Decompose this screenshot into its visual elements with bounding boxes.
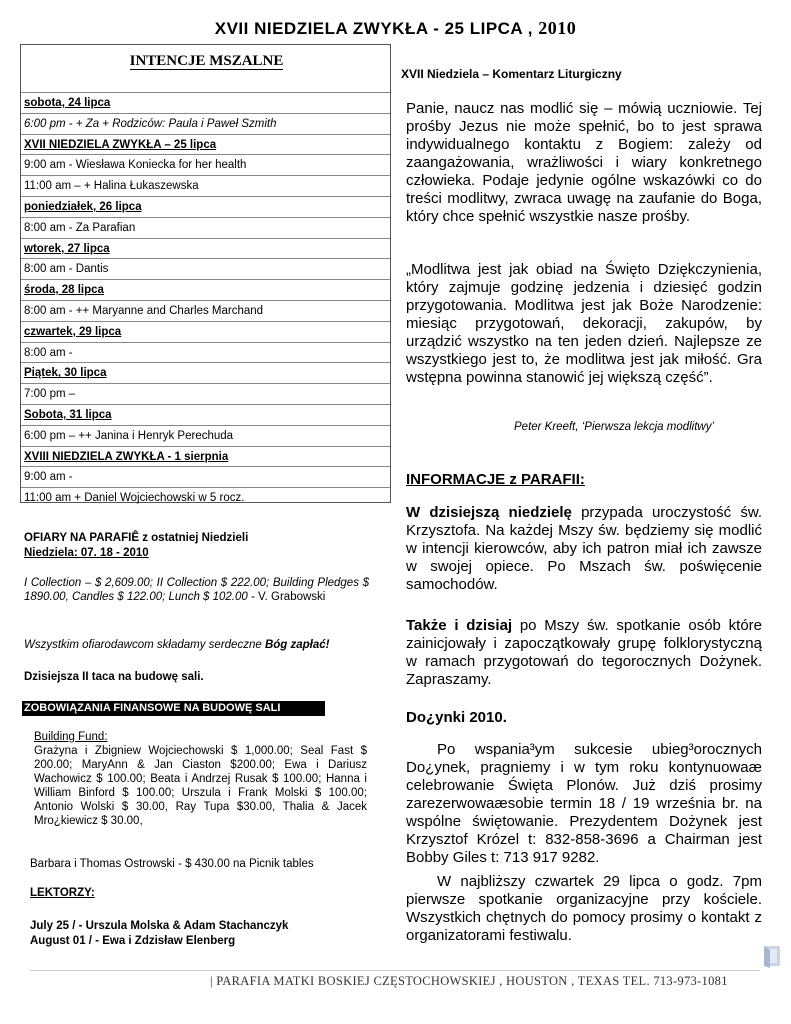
page-fold-icon xyxy=(762,944,782,968)
second-collection: Dzisiejsza II taca na budowę sali. xyxy=(24,671,204,683)
intention-entry: 7:00 pm – xyxy=(21,383,390,403)
intention-entry: 6:00 pm – ++ Janina i Henryk Perechuda xyxy=(21,425,390,445)
offerings-date: Niedziela: 07. 18 - 2010 xyxy=(24,547,149,559)
intention-day-header: poniedziałek, 26 lipca xyxy=(21,196,390,216)
title-year: 2010 xyxy=(538,18,577,38)
parish-info-paragraph-2: Także i dzisiaj po Mszy św. spotkanie osób które zainicjowały i zapoczątkowały grupę folklorystyczną w ramach przygotowań do tegorocznych Dożynek. Zapraszamy. xyxy=(406,617,762,688)
intention-entry: 9:00 am - Wiesława Koniecka for her health xyxy=(21,154,390,174)
picnic-pledge: Barbara i Thomas Ostrowski - $ 430.00 na Picnik tables xyxy=(30,858,314,870)
footer: | PARAFIA MATKI BOSKIEJ CZĘSTOCHOWSKIEJ , HOUSTON , TEXAS TEL. 713-973-1081 xyxy=(210,974,728,988)
intention-day-header: wtorek, 27 lipca xyxy=(21,238,390,258)
intention-day-header: środa, 28 lipca xyxy=(21,279,390,299)
intention-entry: 8:00 am - xyxy=(21,342,390,362)
intention-entry: 8:00 am - Za Parafian xyxy=(21,217,390,237)
commentary-paragraph-1: Panie, naucz nas modlić się – mówią uczniowie. Tej prośby Jezus nie może spełnić, bo to jest sprawa indywidualnego kontaktu z Bogiem: zależy od zaangażowania, wrażliwości i wiary konkretnego człowieka. Podaje jedynie ogólne wskazówki co do treści modlitwy, zwraca uwagę na zaufanie do Boga, który chce spełnić wszystkie nasze prośby. xyxy=(406,100,762,225)
pledges-list: Grażyna i Zbigniew Wojciechowski $ 1,000.00; Seal Fast $ 200.00; MaryAnn & Jan Ciaston $200.00; Ewa i Dariusz Wachowicz $ 100.00; Beata i Andrzej Rusak $ 100.00; Hanna i William Binford $ 100.00; Urszula i Frank Molski $ 100.00; Antonio Wolski $ 30.00, Ray Tupa $30.00, Thalia & Jacek Mro¿kiewicz $ 30.00, xyxy=(34,745,367,827)
offerings-thanks: Wszystkim ofiarodawcom składamy serdeczne Bóg zapłać! xyxy=(24,639,330,651)
footer-divider xyxy=(30,970,760,971)
intention-entry: 8:00 am - Dantis xyxy=(21,258,390,278)
intention-day-header: Piątek, 30 lipca xyxy=(21,362,390,382)
quote-author: Peter Kreeft, ‘Pierwsza lekcja modlitwy’ xyxy=(514,421,715,433)
intention-day-header: czwartek, 29 lipca xyxy=(21,321,390,341)
offerings-collections: I Collection – $ 2,609.00; II Collection $ 222.00; Building Pledges $ 1890.00, Candles $ 122.00; Lunch $ 102.00 - V. Grabowski xyxy=(24,577,369,603)
intention-entry: 11:00 am + Daniel Wojciechowski w 5 rocz. xyxy=(21,487,390,507)
building-fund-label: Building Fund: xyxy=(34,731,108,743)
dozynki-heading: Do¿ynki 2010. xyxy=(406,709,507,726)
intention-day-header: XVII NIEDZIELA ZWYKŁA – 25 lipca xyxy=(21,134,390,154)
intentions-box xyxy=(20,44,391,503)
intention-entry: 8:00 am - ++ Maryanne and Charles Marchand xyxy=(21,300,390,320)
commentary-paragraph-2: „Modlitwa jest jak obiad na Święto Dziękczynienia, który zajmuje godzinę jedzenia i dziesięć godzin przygotowania. Modlitwa jest jak Boże Narodzenie: miesiąc przygotowań, dekoracji, zakupów, by urządzić wszystko na ten jeden dzień. Najlepsze ze wszystkiego jest to, że modlitwa jest jak miłość. Gra wstępna powinna stanowić jej większą część”. xyxy=(406,261,762,386)
offerings-title: OFIARY NA PARAFIÊ z ostatniej Niedzieli xyxy=(24,532,249,544)
intention-entry: 9:00 am - xyxy=(21,466,390,486)
intention-day-header: XVIII NIEDZIELA ZWYKŁA - 1 sierpnia xyxy=(21,446,390,466)
intention-entry: 6:00 pm - + Za + Rodziców: Paula i Paweł Szmith xyxy=(21,113,390,133)
page-title xyxy=(0,18,791,39)
dozynki-paragraph-2: W najbliższy czwartek 29 lipca o godz. 7pm pierwsze spotkanie organizacyjne przy kościele. Wszystkich chętnych do pomocy prosimy o kontakt z organizatorami festiwalu. xyxy=(406,873,762,944)
commentary-heading: XVII Niedziela – Komentarz Liturgiczny xyxy=(401,67,622,81)
lectors-title: LEKTORZY: xyxy=(30,887,95,899)
intention-entry: 11:00 am – + Halina Łukaszewska xyxy=(21,175,390,195)
lectors-line-1: July 25 / - Urszula Molska & Adam Stachanczyk xyxy=(30,920,289,932)
parish-info-paragraph-1: W dzisiejszą niedzielę przypada uroczystość św. Krzysztofa. Na każdej Mszy św. będziemy się modlić w intencji kierowców, aby ich patron miał ich zawsze w swojej opiece. Po Mszach św. poświęcenie samochodów. xyxy=(406,504,762,593)
intention-day-header: sobota, 24 lipca xyxy=(21,92,390,112)
lectors-line-2: August 01 / - Ewa i Zdzisław Elenberg xyxy=(30,935,236,947)
title-text: XVII NIEDZIELA ZWYKŁA - 25 LIPCA , xyxy=(214,19,534,38)
pledges-bar: ZOBOWIĄZANIA FINANSOWE NA BUDOWĘ SALI xyxy=(22,701,325,716)
parish-info-heading: INFORMACJE z PARAFII: xyxy=(406,471,585,488)
dozynki-paragraph-1: Po wspania³ym sukcesie ubieg³orocznych Do¿ynek, pragniemy i w tym roku kontynuowaæ celebrowanie Święta Plonów. Już dziś prosimy zarezerwowaæsobie termin 18 / 19 września br. na wspólne świętowanie. Prezydentem Dożynek jest Krzysztof Krózel t: 832-858-3696 a Chairman jest Bobby Giles t: 713 917 9282. xyxy=(406,741,762,866)
intention-day-header: Sobota, 31 lipca xyxy=(21,404,390,424)
intentions-title: INTENCJE MSZALNE xyxy=(129,53,284,69)
